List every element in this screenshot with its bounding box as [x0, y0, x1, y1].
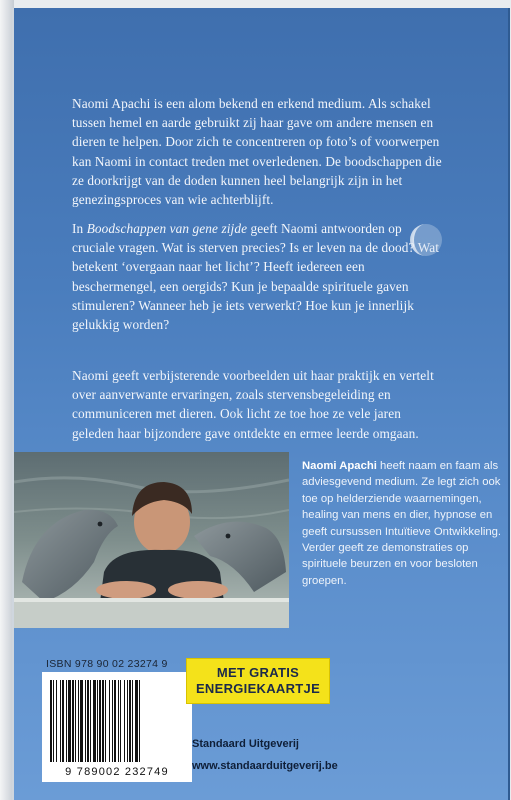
blurb-p2-rest: geeft Naomi antwoorden op cruciale vragen. Wat is sterven precies? Is er leven na de dood? Wat betekent ‘overgaan naar het licht’? Heeft iedereen een beschermengel, een oergids? Kun je bepaalde spirituele gaven stimuleren? Wanneer heb je iets verwerkt? Hoe kun je innerlijk gelukkig worden?: [72, 221, 440, 333]
barcode: [42, 672, 192, 782]
promo-sticker: [186, 658, 330, 704]
back-cover: [14, 8, 508, 800]
sticker-line-1: MET GRATIS: [216, 665, 300, 680]
barcode-digits: 9 789002 232749: [65, 766, 169, 778]
author-with-dolphins-photo: [14, 452, 289, 628]
page-edge: [0, 0, 14, 800]
blurb-paragraph-3: Naomi geeft verbijsterende voorbeelden uit haar praktijk en vertelt over aanverwante ervaringen, zoals stervensbegeleiding en communiceren met dieren. Ook licht ze toe hoe ze vele jaren geleden haar bijzondere gave ontdekte en ermee leerde omgaan.: [72, 368, 434, 441]
author-name: Naomi Apachi: [302, 460, 377, 472]
blurb-p2-prefix: In: [72, 221, 87, 236]
isbn-label: ISBN 978 90 02 23274 9: [46, 658, 168, 670]
publisher-website: www.standaarduitgeverij.be: [192, 760, 338, 772]
sticker-line-2: ENERGIEKAARTJE: [195, 681, 321, 696]
blurb-paragraph-1: Naomi Apachi is een alom bekend en erkend medium. Als schakel tussen hemel en aarde gebruikt zij haar gave om andere mensen en dieren te helpen. Door zich te concentreren op foto’s of voorwerpen kan Naomi in contact treden met overledenen. De boodschappen die ze doorkrijgt van de doden kunnen heel belangrijk zijn in het genezingsproces van wie achterblijft.: [72, 96, 442, 208]
book-title: Boodschappen van gene zijde: [86, 221, 248, 236]
publisher-name: Standaard Uitgeverij: [192, 738, 299, 750]
author-bio-text: heeft naam en faam als adviesgevend medium. Ze legt zich ook toe op helderziende waarnemingen, healing van mens en dier, hypnose en geeft cursussen Intuïtieve Ontwikkeling. Verder geeft ze demonstraties op spirituele beurzen en voor besloten groepen.: [302, 460, 502, 587]
crescent-moon-icon: [382, 222, 444, 260]
author-bio: [302, 458, 502, 589]
barcode-bars: [42, 672, 192, 768]
